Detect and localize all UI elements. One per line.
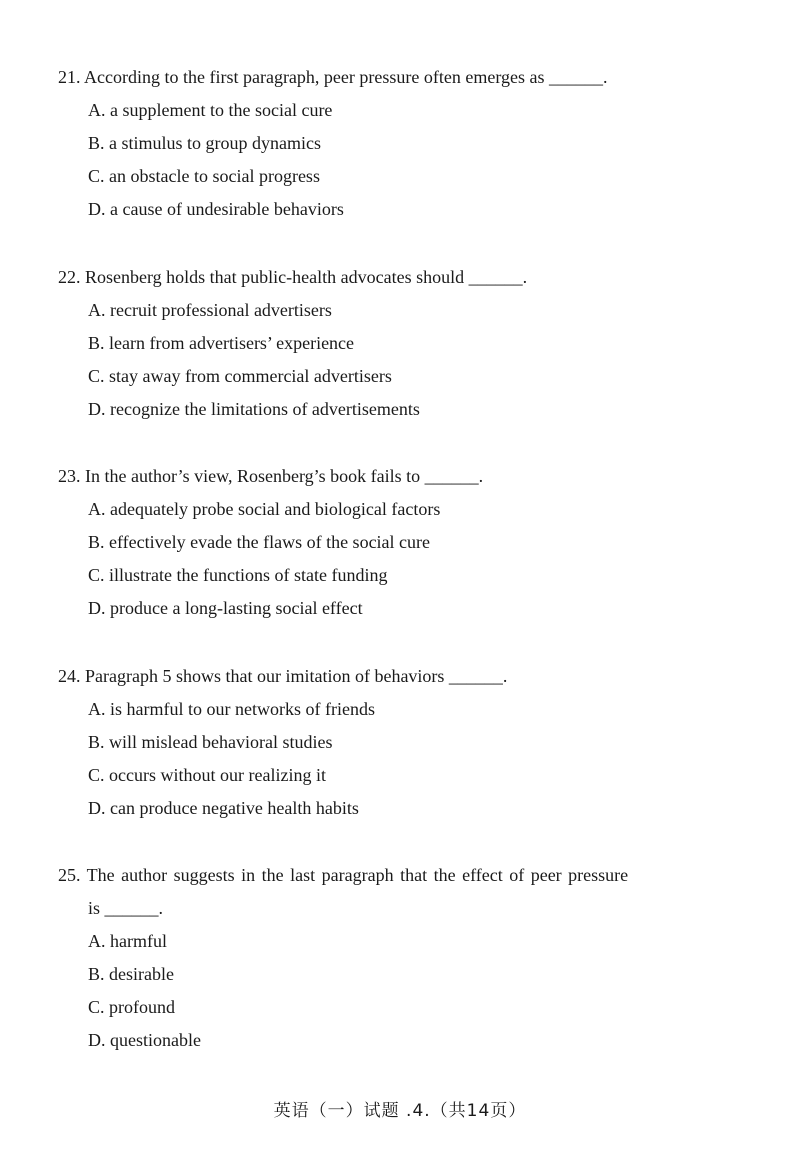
- option-c: C. profound: [88, 997, 175, 1017]
- option-b: B. effectively evade the flaws of the social cure: [88, 532, 431, 552]
- option-b: B. learn from advertisers’ experience: [88, 333, 355, 353]
- option-c: C. illustrate the functions of state funding: [88, 565, 388, 585]
- question-stem: 23. In the author’s view, Rosenberg’s book fails to ______.: [58, 466, 484, 486]
- question-stem: 21. According to the first paragraph, peer pressure often emerges as ______.: [58, 67, 608, 87]
- page-footer: 英语（一）试题 .4.（共14页）: [273, 1101, 527, 1121]
- option-d: D. recognize the limitations of advertisements: [88, 399, 420, 419]
- question-stem: 24. Paragraph 5 shows that our imitation of behaviors ______.: [58, 666, 508, 686]
- option-a: A. harmful: [88, 931, 167, 951]
- option-d: D. questionable: [88, 1030, 201, 1050]
- option-b: B. a stimulus to group dynamics: [88, 133, 321, 153]
- option-a: A. is harmful to our networks of friends: [88, 699, 375, 719]
- question-stem-line-1: 25. The author suggests in the last paragraph that the effect of peer pressure: [58, 865, 629, 885]
- question-stem: 22. Rosenberg holds that public-health advocates should ______.: [58, 267, 528, 287]
- option-d: D. produce a long-lasting social effect: [88, 598, 363, 618]
- option-c: C. occurs without our realizing it: [88, 765, 326, 785]
- option-a: A. adequately probe social and biological factors: [88, 499, 441, 519]
- option-a: A. recruit professional advertisers: [88, 300, 332, 320]
- question-stem-line-2: is ______.: [88, 898, 164, 918]
- option-c: C. an obstacle to social progress: [88, 166, 320, 186]
- option-c: C. stay away from commercial advertisers: [88, 366, 392, 386]
- option-a: A. a supplement to the social cure: [88, 100, 333, 120]
- option-d: D. a cause of undesirable behaviors: [88, 199, 344, 219]
- option-b: B. desirable: [88, 964, 174, 984]
- option-d: D. can produce negative health habits: [88, 798, 359, 818]
- option-b: B. will mislead behavioral studies: [88, 732, 333, 752]
